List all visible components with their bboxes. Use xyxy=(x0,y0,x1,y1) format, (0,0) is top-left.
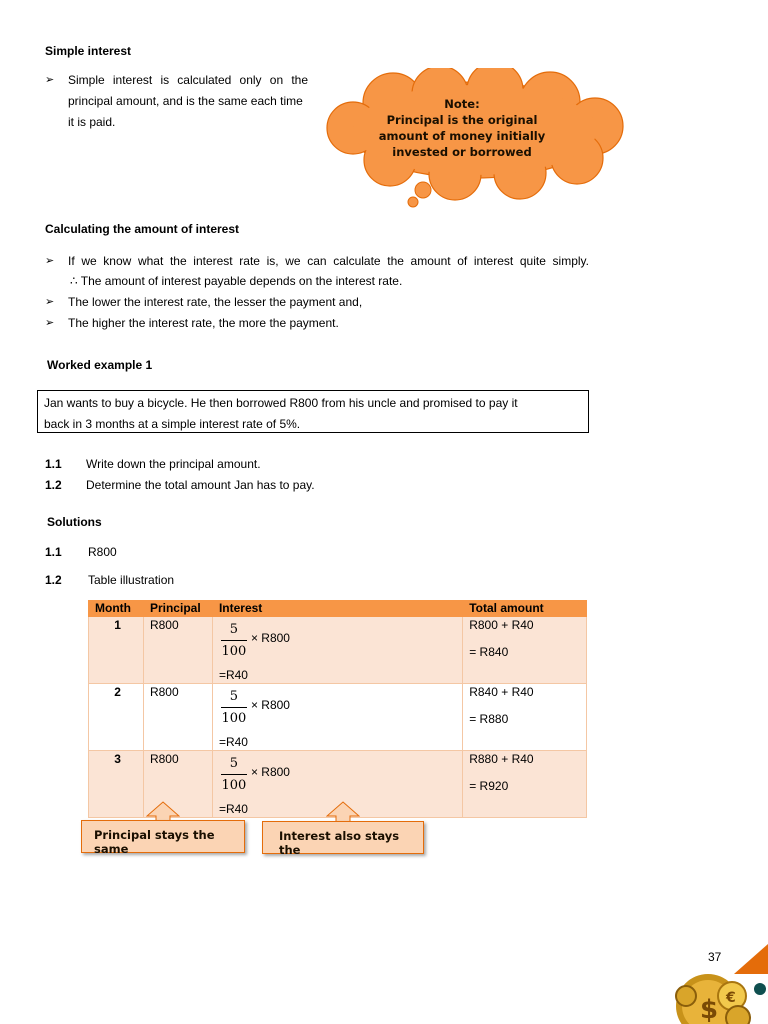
note-line-1: Principal is the original xyxy=(386,113,538,127)
note-title: Note: xyxy=(444,97,480,111)
fraction xyxy=(221,621,247,660)
page-number: 37 xyxy=(708,950,722,964)
example-line-1: Jan wants to buy a bicycle. He then borrowed R800 from his uncle and promised to pay it xyxy=(44,396,518,410)
solution-number: 1.2 xyxy=(45,573,62,587)
fraction xyxy=(221,755,247,794)
calc-therefore-line: ∴ The amount of interest payable depends on the interest rate. xyxy=(70,274,403,288)
total-result: = R920 xyxy=(469,779,509,793)
fraction-numerator: 5 xyxy=(221,755,247,775)
arrow-bullet-icon: ➢ xyxy=(45,255,55,267)
svg-text:€: € xyxy=(726,990,736,1006)
fraction-numerator: 5 xyxy=(221,621,247,641)
cell-total xyxy=(463,751,587,818)
cell-month: 3 xyxy=(89,751,144,818)
cell-month: 2 xyxy=(89,684,144,751)
cell-interest xyxy=(212,684,462,751)
solution-number: 1.1 xyxy=(45,545,62,559)
dollar-coins-icon xyxy=(672,944,768,1024)
solution-text: R800 xyxy=(88,545,117,559)
table-row xyxy=(89,684,587,751)
callout-interest: Interest also stays the xyxy=(262,821,424,854)
simple-interest-line-3: it is paid. xyxy=(68,115,116,129)
note-line-3: invested or borrowed xyxy=(392,145,532,159)
total-result: = R840 xyxy=(469,645,509,659)
arrow-bullet-icon: ➢ xyxy=(45,74,55,86)
arrow-bullet-icon: ➢ xyxy=(45,296,55,308)
fraction-numerator: 5 xyxy=(221,688,247,708)
col-principal: Principal xyxy=(143,601,212,617)
cell-principal: R800 xyxy=(143,751,212,818)
callout-principal: Principal stays the same xyxy=(81,820,245,853)
up-arrow-icon xyxy=(326,801,360,823)
cell-month: 1 xyxy=(89,617,144,684)
cell-principal: R800 xyxy=(143,617,212,684)
interest-result: =R40 xyxy=(218,735,248,749)
question-number: 1.1 xyxy=(45,457,62,471)
total-result: = R880 xyxy=(469,712,509,726)
times-principal: × R800 xyxy=(250,698,290,712)
heading-calculating: Calculating the amount of interest xyxy=(45,222,240,236)
example-line-2: back in 3 months at a simple interest rate of 5%. xyxy=(44,417,301,431)
total-sum: R840 + R40 xyxy=(469,685,534,699)
question-text: Determine the total amount Jan has to pay. xyxy=(86,478,315,492)
calc-bullet-1: If we know what the interest rate is, we can calculate the amount of interest quite simply. xyxy=(68,254,589,268)
heading-simple-interest: Simple interest xyxy=(45,44,132,58)
note-text xyxy=(372,96,552,160)
fraction-denominator: 100 xyxy=(221,644,247,659)
fraction-denominator: 100 xyxy=(221,711,247,726)
simple-interest-line-2: principal amount, and is the same each time xyxy=(68,94,303,108)
question-number: 1.2 xyxy=(45,478,62,492)
col-month: Month xyxy=(89,601,144,617)
times-principal: × R800 xyxy=(250,765,290,779)
times-principal: × R800 xyxy=(250,631,290,645)
total-sum: R880 + R40 xyxy=(469,752,534,766)
total-sum: R800 + R40 xyxy=(469,618,534,632)
calc-bullet-4: The higher the interest rate, the more the payment. xyxy=(68,316,339,330)
simple-interest-line-1: Simple interest is calculated only on the xyxy=(68,73,308,87)
fraction xyxy=(221,688,247,727)
interest-result: =R40 xyxy=(218,668,248,682)
cell-principal: R800 xyxy=(143,684,212,751)
table-header-row xyxy=(89,601,587,617)
interest-table xyxy=(88,600,587,818)
example-box xyxy=(37,390,589,433)
cell-total xyxy=(463,617,587,684)
heading-solutions: Solutions xyxy=(47,515,102,529)
col-interest: Interest xyxy=(212,601,462,617)
col-total: Total amount xyxy=(463,601,587,617)
svg-text:$: $ xyxy=(700,995,719,1024)
question-text: Write down the principal amount. xyxy=(86,457,261,471)
table-row xyxy=(89,617,587,684)
interest-result: =R40 xyxy=(218,802,248,816)
cell-interest xyxy=(212,617,462,684)
arrow-bullet-icon: ➢ xyxy=(45,317,55,329)
heading-worked-example: Worked example 1 xyxy=(47,358,153,372)
fraction-denominator: 100 xyxy=(221,778,247,793)
calc-bullet-3: The lower the interest rate, the lesser the payment and, xyxy=(68,295,363,309)
cell-total xyxy=(463,684,587,751)
solution-text: Table illustration xyxy=(88,573,175,587)
note-line-2: amount of money initially xyxy=(378,129,546,143)
